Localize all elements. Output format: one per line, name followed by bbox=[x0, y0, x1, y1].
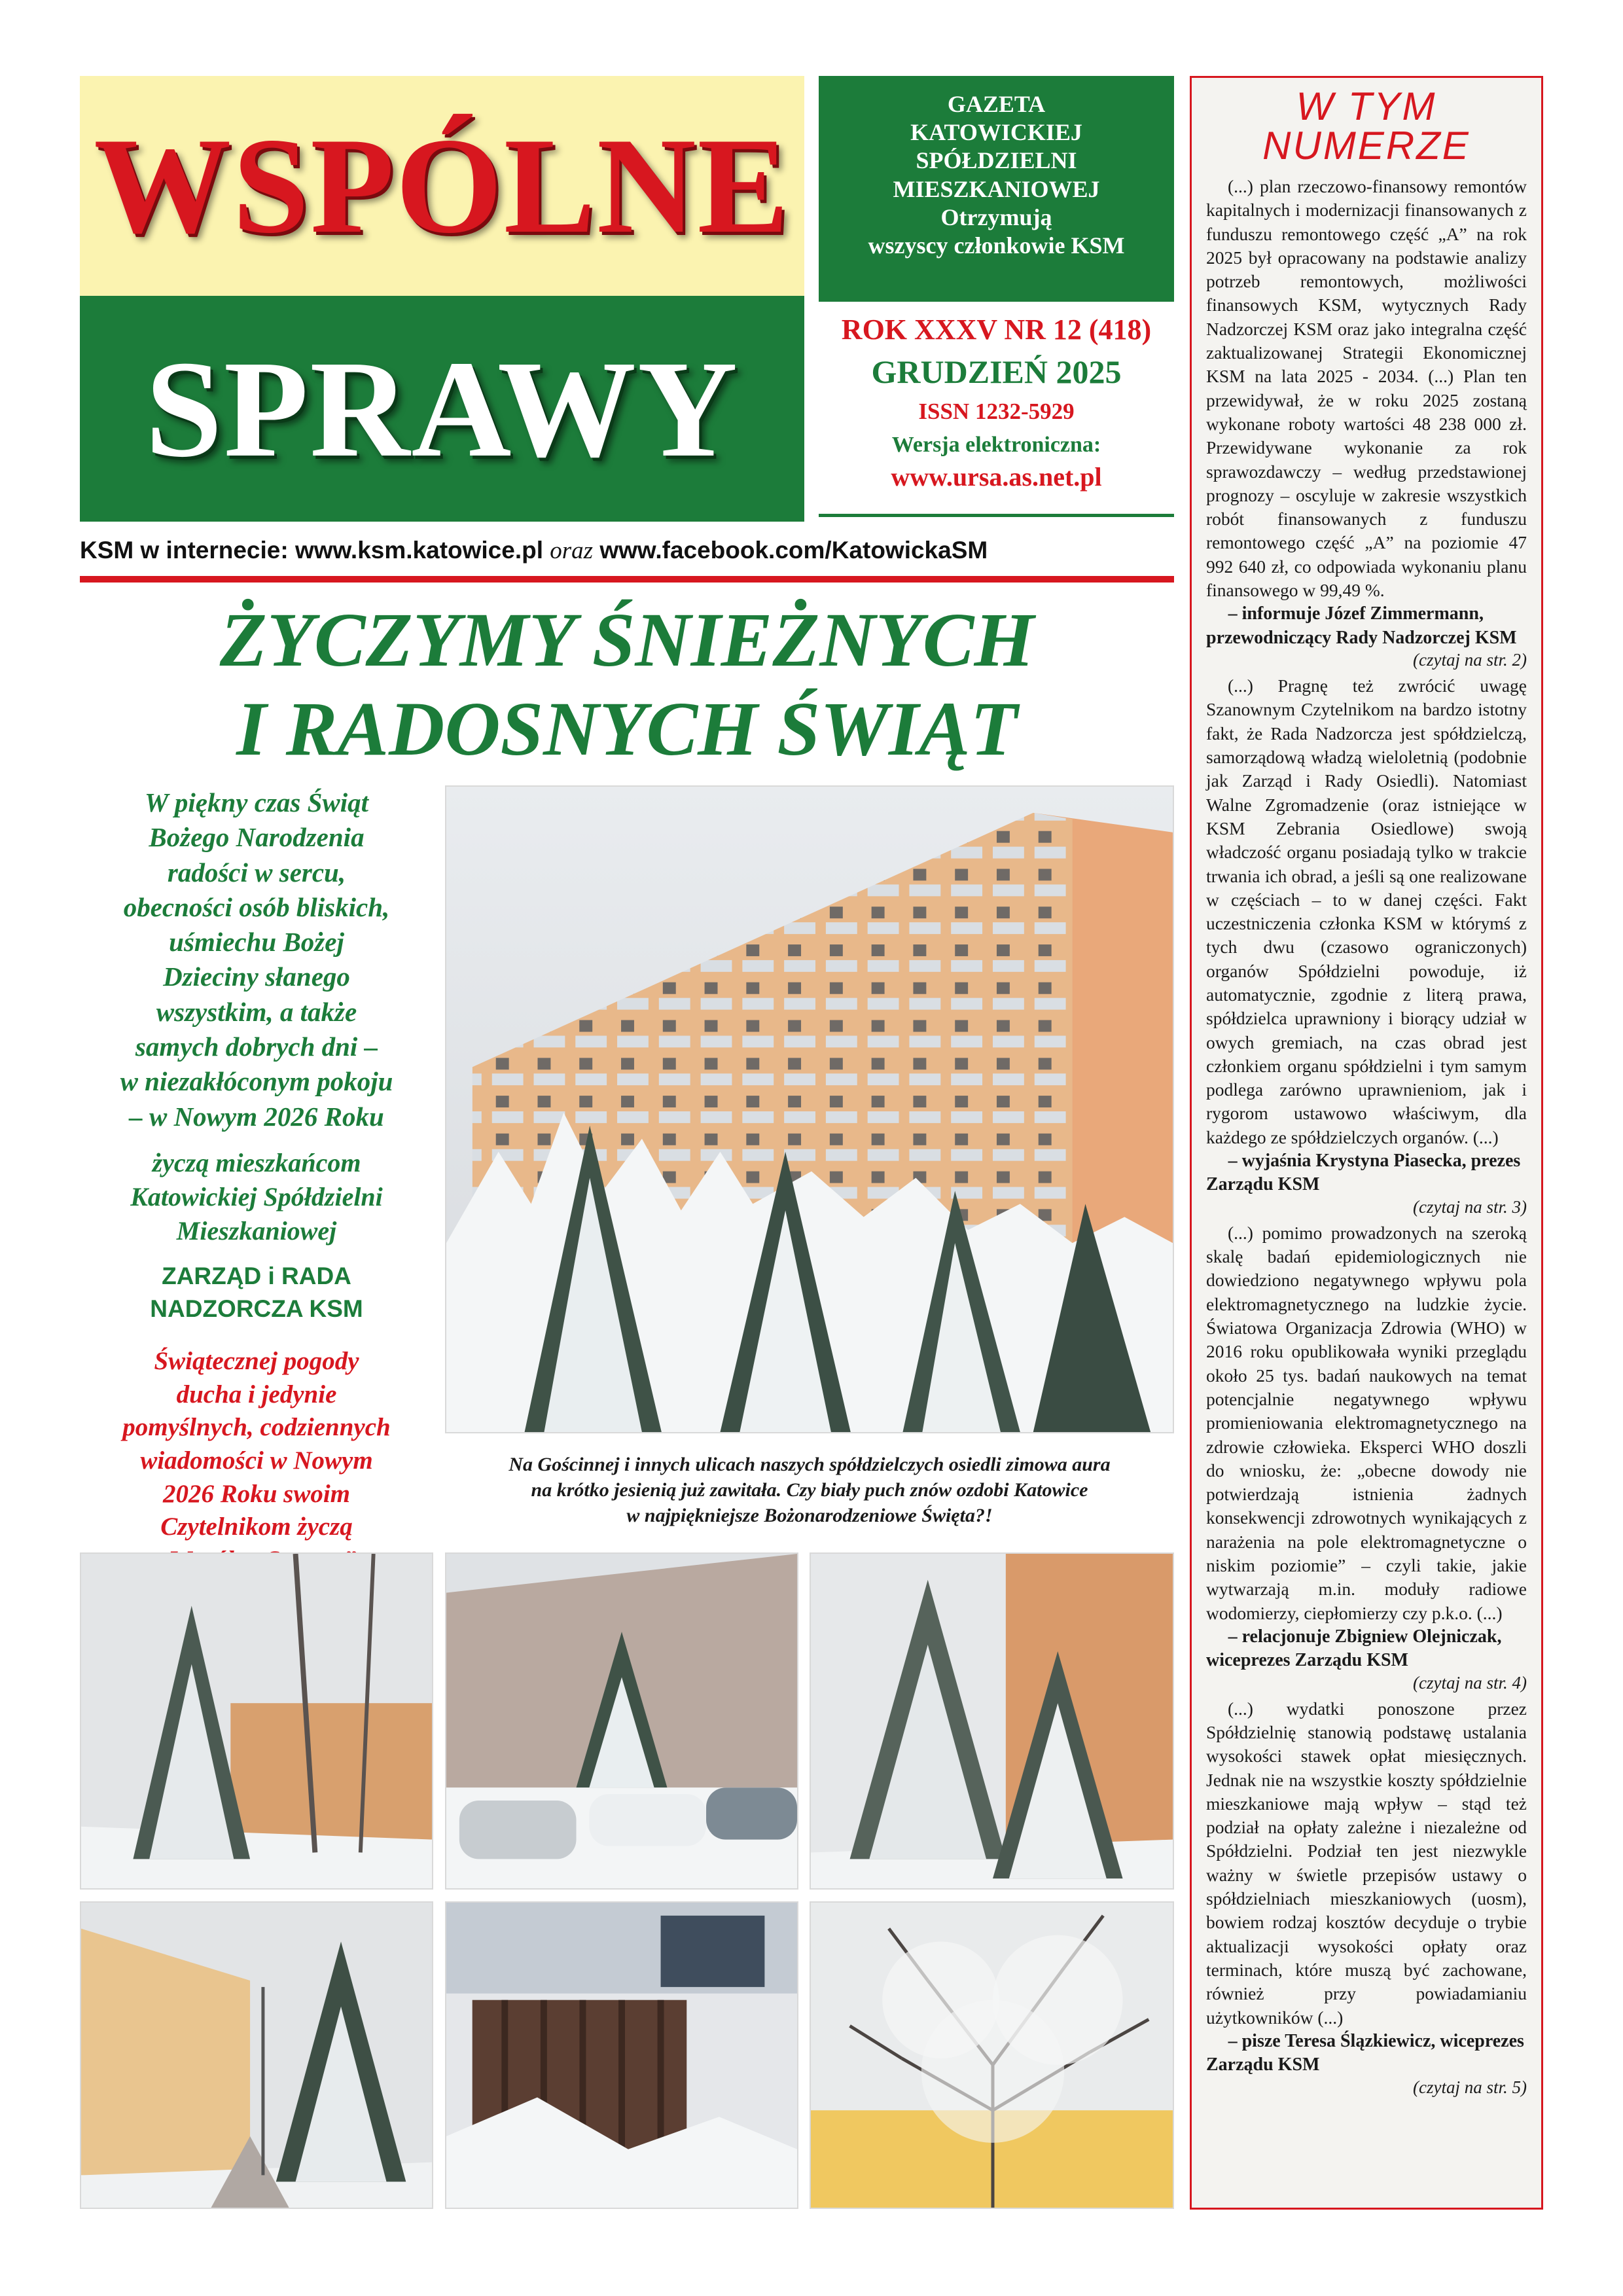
headline-line: ŻYCZYMY ŚNIEŻNYCH bbox=[219, 597, 1035, 683]
wishes-line: uśmiechu Bożej bbox=[169, 927, 344, 958]
wishes-line: wiadomości w Nowym bbox=[140, 1446, 373, 1475]
issue-number: ROK XXXV NR 12 (418) bbox=[841, 314, 1152, 346]
masthead-word-sprawy: SPRAWY bbox=[145, 331, 740, 486]
publisher-line: KATOWICKIEJ bbox=[910, 119, 1082, 146]
wishes-line: ZARZĄD i RADA bbox=[162, 1262, 351, 1289]
main-headline bbox=[80, 596, 1174, 773]
internet-connector: oraz bbox=[550, 537, 594, 564]
excerpt-text: (...) Pragnę też zwrócić uwagę Szanownym Czytelnikom na bardzo istotny fakt, że Rada Nadzorcza jest spółdzielczą, samorządową władzą wieloletnią (podobnie jak Zarząd i Rady Osiedli). Natomiast Walne Zgromadzenie (oraz istniejące w KSM Zebrania Osiedlowe) swoją władczość organu posiadają tylko w trakcie trwania ich obrad, a jeśli są one realizowane w częściach – to w danej części. Fakt uczestniczenia członka KSM w którymś z tych dwu (czasowo ograniczonych) organów Spółdzielni powoduje, iż automatycznie, zgodnie z literą prawa, spółdzielca uprawniony i biorący udział w owych gremiach, na czas obrad jest członkiem organu spółdzielni i tym samym podlega zarówno uprawnieniom, jak i rygorom ustawowo właściwym, dla każdego ze spółdzielczych organów. (...) bbox=[1206, 675, 1527, 1147]
page-reference-link[interactable]: (czytaj na str. 4) bbox=[1413, 1672, 1527, 1693]
page-reference-link[interactable]: (czytaj na str. 2) bbox=[1413, 650, 1527, 670]
publisher-line: Otrzymują bbox=[940, 204, 1052, 230]
headline-line: I RADOSNYCH ŚWIĄT bbox=[236, 685, 1018, 772]
wishes-line: NADZORCZA KSM bbox=[150, 1295, 363, 1322]
in-this-issue-sidebar bbox=[1190, 76, 1543, 2210]
facebook-link[interactable]: www.facebook.com/KatowickaSM bbox=[599, 537, 988, 564]
wishes-text bbox=[80, 785, 433, 1134]
divider bbox=[80, 576, 1174, 583]
excerpt-text: (...) plan rzeczowo-finansowy remontów kapitalnych i modernizacji finansowanych z funduszu remontowego część „A” na rok 2025 był opracowany na podstawie analizy potrzeb remontowych, możliwości finansowych KSM, wytycznych Rady Nadzorczej KSM oraz jako integralna część zaktualizowanej Strategii Ekonomicznej KSM na lata 2025 - 2034. (...) Plan ten przewidywał, że w roku 2025 zostaną wykonane roboty wartości 48 238 000 zł. Przewidywane wykonanie za rok sprawozdawczy – według przedstawionej prognozy – oscyluje w zakresie wszystkich robót finansowanych z funduszu remontowego część „A” na poziomie 47 992 640 zł, co odpowiada wykonaniu planu finansowego w 99,49 %. bbox=[1206, 176, 1527, 601]
photo-caption bbox=[445, 1452, 1174, 1528]
sidebar-title bbox=[1206, 84, 1527, 168]
wishes-line: Bożego Narodzenia bbox=[149, 822, 365, 853]
wishes-line: Mieszkaniowej bbox=[176, 1215, 337, 1246]
photo-snowy-path bbox=[80, 1901, 433, 2209]
editorial-wishes bbox=[80, 1345, 433, 1577]
photo-snowy-spruce bbox=[80, 1552, 433, 1890]
caption-line: w najpiękniejsze Bożonarodzeniowe Święta?! bbox=[626, 1505, 993, 1526]
excerpt-byline: – informuje Józef Zimmermann, przewodniczący Rady Nadzorczej KSM bbox=[1206, 603, 1517, 648]
photo-snowy-branches bbox=[810, 1901, 1174, 2209]
wishes-line: pomyślnych, codziennych bbox=[122, 1413, 391, 1442]
wishes-signature bbox=[80, 1260, 433, 1325]
digital-edition-link[interactable]: www.ursa.as.net.pl bbox=[891, 462, 1102, 492]
masthead-title-bottom bbox=[80, 296, 804, 522]
wishes-line: 2026 Roku swoim bbox=[162, 1479, 351, 1508]
issue-date: GRUDZIEŃ 2025 bbox=[871, 353, 1122, 390]
excerpt-byline: – relacjonuje Zbigniew Olejniczak, wiceprezes Zarządu KSM bbox=[1206, 1626, 1502, 1671]
photo-snowy-balcony bbox=[445, 1901, 798, 2209]
masthead-word-wspolne: WSPÓLNE bbox=[94, 109, 791, 262]
holiday-wishes bbox=[80, 785, 433, 1577]
wishes-line: W piękny czas Świąt bbox=[144, 787, 369, 817]
wishes-line: Katowickiej Spółdzielni bbox=[130, 1181, 383, 1211]
wishes-line: w niezakłóconym pokoju bbox=[120, 1066, 393, 1097]
wishes-line: Dzieciny słanego bbox=[163, 961, 350, 992]
masthead-title-top bbox=[80, 76, 804, 296]
wishes-line: samych dobrych dni – bbox=[135, 1031, 378, 1062]
ksm-website-link[interactable]: KSM w internecie: www.ksm.katowice.pl bbox=[80, 537, 543, 564]
wishes-line: Czytelnikom życzą bbox=[160, 1513, 353, 1541]
publisher-line: MIESZKANIOWEJ bbox=[893, 175, 1100, 202]
page-reference-link[interactable]: (czytaj na str. 5) bbox=[1413, 2077, 1527, 2097]
excerpt-text: (...) wydatki ponoszone przez Spółdzielnię stanowią podstawę ustalania wysokości stawek opłat miesięcznych. Jednak nie na wszystkie koszty spółdzielnie mieszkaniowe mają wpływ – stąd też podział na opłaty zależne i niezależne od Spółdzielni. Podział ten jest niezwykle ważny w świetle przepisów ustawy o spółdzielniach mieszkaniowych (uosm), bowiem rodzaj kosztów decyduje o trybie aktualizacji wysokości opłaty oraz terminach, które muszą być zachowane, również przy powiadamianiu użytkowników (...) bbox=[1206, 1698, 1527, 2028]
publisher-line: SPÓŁDZIELNI bbox=[916, 147, 1077, 174]
wishes-line: wszystkim, a także bbox=[156, 996, 357, 1027]
sidebar-title-line: W TYM bbox=[1296, 84, 1437, 128]
issue-info bbox=[819, 313, 1174, 492]
excerpt-text: (...) pomimo prowadzonych na szeroką skalę badań epidemiologicznych nie dowiedziono negatywnego wpływu pola elektromagnetycznego na ludzkie życie. Światowa Organizacja Zdrowia (WHO) w 2016 roku opublikowała wyniki przeglądu około 25 tys. badań naukowych na temat potencjalnie negatywnego wpływu promieniowania elektromagnetycznego na zdrowie człowieka. Eksperci WHO doszli do wniosku, że: „obecne dowody nie potwierdzają istnienia żadnych konsekwencji zdrowotnych wynikających z narażenia na pole elektromagnetyczne o niskim poziomie” – czyli takie, jakie wytwarzają m.in. moduły radiowe wodomierzy, ciepłomierzy czy p.k.o. (...) bbox=[1206, 1222, 1527, 1623]
wishes-line: życzą mieszkańcom bbox=[152, 1147, 361, 1177]
excerpt-byline: – pisze Teresa Ślązkiewicz, wiceprezes Zarządu KSM bbox=[1206, 2030, 1524, 2075]
publisher-line: GAZETA bbox=[947, 91, 1046, 117]
wishes-line: ducha i jedynie bbox=[176, 1380, 337, 1408]
wishes-line: – w Nowym 2026 Roku bbox=[129, 1101, 384, 1132]
publisher-line: wszyscy członkowie KSM bbox=[868, 232, 1125, 259]
main-photo-snowy-block bbox=[445, 785, 1174, 1433]
wishes-line: obecności osób bliskich, bbox=[123, 891, 390, 922]
caption-line: Na Gościnnej i innych ulicach naszych spółdzielczych osiedli zimowa aura bbox=[508, 1454, 1111, 1475]
photo-snowy-trees bbox=[810, 1552, 1174, 1890]
caption-line: na krótko jesienią już zawitała. Czy biały puch znów ozdobi Katowice bbox=[531, 1479, 1088, 1501]
publisher-box bbox=[819, 76, 1174, 302]
wishes-line: Świątecznej pogody bbox=[154, 1346, 359, 1375]
digital-edition-label: Wersja elektroniczna: bbox=[891, 433, 1101, 457]
divider bbox=[819, 514, 1174, 517]
wishes-recipients bbox=[80, 1146, 433, 1248]
issn: ISSN 1232-5929 bbox=[918, 399, 1075, 424]
internet-links bbox=[80, 537, 1174, 565]
wishes-line: radości w sercu, bbox=[167, 857, 346, 888]
excerpt-byline: – wyjaśnia Krystyna Piasecka, prezes Zarządu KSM bbox=[1206, 1151, 1521, 1195]
photo-snowy-cars bbox=[445, 1552, 798, 1890]
sidebar-title-line: NUMERZE bbox=[1262, 124, 1471, 168]
page-reference-link[interactable]: (czytaj na str. 3) bbox=[1413, 1196, 1527, 1217]
